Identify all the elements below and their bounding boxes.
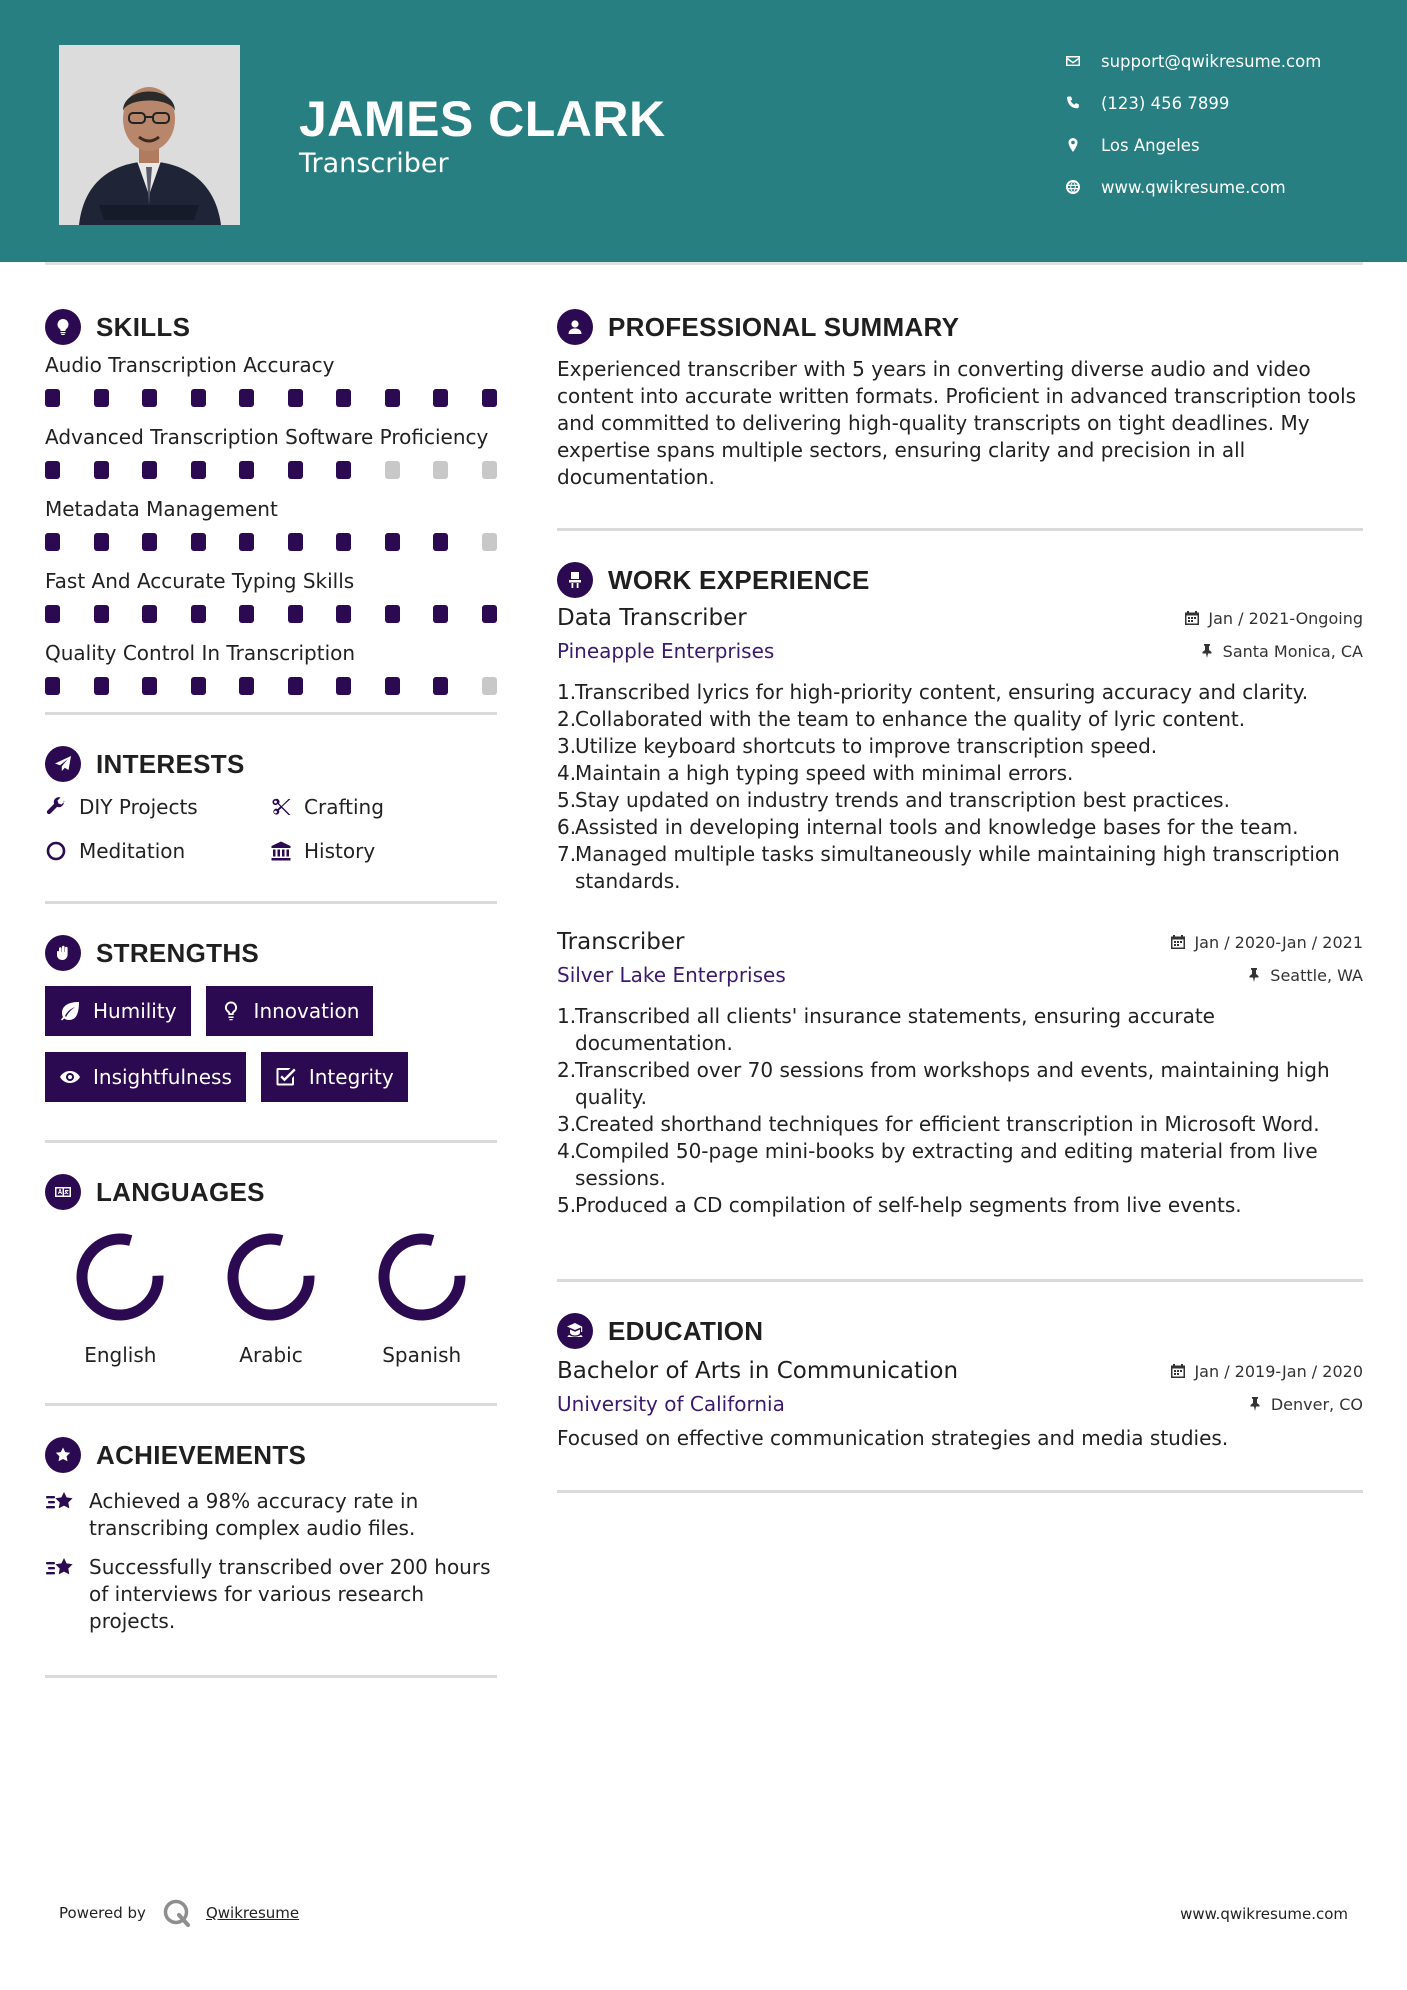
interest-item: Meditation — [45, 837, 270, 865]
rating-dot-filled — [94, 389, 109, 407]
education-heading: EDUCATION — [557, 1310, 1363, 1352]
achievements-heading: ACHIEVEMENTS — [45, 1434, 497, 1476]
section-divider — [45, 712, 497, 715]
rating-dot-filled — [433, 533, 448, 551]
education-entry — [557, 1358, 1363, 1450]
section-divider — [557, 1279, 1363, 1282]
rating-dot-empty — [385, 461, 400, 479]
envelope-icon — [1063, 51, 1083, 71]
job-duty: 2. Collaborated with the team to enhance the quality of lyric content. — [557, 707, 1246, 731]
job-duty: 2. Transcribed over 70 sessions from workshops and events, maintaining high quality. — [557, 1058, 1330, 1109]
rating-dot-filled — [239, 605, 254, 623]
bank-icon — [270, 840, 292, 862]
summary-heading: PROFESSIONAL SUMMARY — [557, 306, 1363, 348]
pushpin-icon — [1199, 643, 1215, 659]
contact-phone[interactable]: (123) 456 7899 — [1063, 82, 1321, 124]
skill-rating — [45, 677, 497, 695]
scissors-icon — [270, 796, 292, 818]
language-item — [346, 1231, 497, 1367]
globe-icon — [1063, 177, 1083, 197]
skills-list — [45, 352, 497, 695]
language-name: Arabic — [239, 1343, 303, 1367]
language-name: Spanish — [382, 1343, 462, 1367]
strengths-heading: STRENGTHS — [45, 932, 497, 974]
rating-dot-filled — [94, 461, 109, 479]
job-duties — [557, 1003, 1363, 1219]
achievements-list — [45, 1488, 497, 1635]
resume-header — [0, 0, 1407, 262]
rating-dot-filled — [239, 389, 254, 407]
language-progress-ring — [225, 1231, 317, 1323]
rating-dot-filled — [45, 677, 60, 695]
company-name: Pineapple Enterprises — [557, 639, 775, 663]
interests-heading: INTERESTS — [45, 743, 497, 785]
eye-icon — [59, 1066, 81, 1088]
contact-location[interactable]: Los Angeles — [1063, 124, 1321, 166]
rating-dot-filled — [385, 533, 400, 551]
pushpin-icon — [1247, 1396, 1263, 1412]
language-level-arc — [81, 1238, 160, 1317]
rating-dot-filled — [433, 677, 448, 695]
job-duty: 1. Transcribed all clients' insurance statements, ensuring accurate documentation. — [557, 1004, 1215, 1055]
section-divider — [45, 1140, 497, 1143]
strengths-list — [45, 986, 497, 1102]
rating-dot-filled — [336, 461, 351, 479]
translate-icon — [45, 1174, 81, 1210]
rating-dot-filled — [142, 605, 157, 623]
rating-dot-filled — [482, 605, 497, 623]
rating-dot-filled — [191, 533, 206, 551]
job-date: Jan / 2020-Jan / 2021 — [1170, 933, 1363, 952]
degree-title: Bachelor of Arts in Communication — [557, 1358, 959, 1384]
rating-dot-empty — [433, 461, 448, 479]
language-item — [196, 1231, 347, 1367]
header-divider — [45, 262, 1363, 265]
rating-dot-empty — [482, 461, 497, 479]
rating-dot-filled — [45, 533, 60, 551]
graduate-icon — [557, 1313, 593, 1349]
rating-dot-filled — [191, 461, 206, 479]
skill-rating — [45, 389, 497, 407]
languages-list — [45, 1231, 497, 1367]
footer-powered-by: Powered by Qwikresume — [59, 1898, 299, 1928]
skill-name: Advanced Transcription Software Proficiency — [45, 425, 489, 449]
section-divider — [45, 1403, 497, 1406]
rating-dot-empty — [482, 533, 497, 551]
job-duty: 7. Managed multiple tasks simultaneously while maintaining high transcription standards. — [557, 842, 1340, 893]
user-icon — [557, 309, 593, 345]
school-name: University of California — [557, 1392, 785, 1416]
job-duty: 5. Stay updated on industry trends and transcription best practices. — [557, 788, 1230, 812]
job-duty: 3. Created shorthand techniques for efficient transcription in Microsoft Word. — [557, 1112, 1320, 1136]
leaf-icon — [59, 1000, 81, 1022]
job-position: Transcriber — [557, 929, 685, 955]
section-divider — [45, 1675, 497, 1678]
job-duty: 4. Compiled 50-page mini-books by extracting and editing material from live sessions. — [557, 1139, 1318, 1190]
rating-dot-filled — [336, 389, 351, 407]
rating-dot-filled — [385, 389, 400, 407]
summary-text: Experienced transcriber with 5 years in converting diverse audio and video content into accurate written formats. Proficient in advanced transcription tools and committed to delivering high-quality transcripts on tight deadlines. My expertise spans multiple sectors, ensuring clarity and precision in all documentation. — [557, 357, 1357, 489]
rating-dot-filled — [45, 605, 60, 623]
candidate-name: JAMES CLARK — [299, 91, 666, 147]
strength-tag: Integrity — [261, 1052, 408, 1102]
qwikresume-link[interactable]: Qwikresume — [205, 1904, 300, 1922]
skill-name: Quality Control In Transcription — [45, 641, 356, 665]
rating-dot-filled — [288, 677, 303, 695]
company-name: Silver Lake Enterprises — [557, 963, 786, 987]
rating-dot-filled — [142, 389, 157, 407]
language-item — [45, 1231, 196, 1367]
rating-dot-filled — [191, 677, 206, 695]
candidate-title: Transcriber — [299, 148, 449, 179]
contact-email[interactable]: support@qwikresume.com — [1063, 40, 1321, 82]
shooting-star-icon — [45, 1556, 77, 1582]
rating-dot-filled — [385, 605, 400, 623]
shooting-star-icon — [45, 1490, 77, 1516]
fist-icon — [45, 935, 81, 971]
skill-rating — [45, 605, 497, 623]
skill-name: Audio Transcription Accuracy — [45, 353, 335, 377]
calendar-icon — [1170, 1363, 1186, 1379]
rating-dot-filled — [45, 389, 60, 407]
map-pin-icon — [1063, 135, 1083, 155]
strength-tag: Insightfulness — [45, 1052, 246, 1102]
contact-website[interactable]: www.qwikresume.com — [1063, 166, 1321, 208]
education-date: Jan / 2019-Jan / 2020 — [1170, 1362, 1363, 1381]
footer-website-link[interactable]: www.qwikresume.com — [1180, 1905, 1348, 1923]
phone-icon — [1063, 93, 1083, 113]
language-level-arc — [232, 1238, 311, 1317]
rating-dot-empty — [482, 677, 497, 695]
job-entry — [557, 929, 1363, 1219]
skill-name: Fast And Accurate Typing Skills — [45, 569, 355, 593]
achievement-item: Achieved a 98% accuracy rate in transcribing complex audio files. — [45, 1488, 497, 1542]
rating-dot-filled — [433, 389, 448, 407]
pushpin-icon — [1246, 967, 1262, 983]
rating-dot-filled — [336, 605, 351, 623]
language-progress-ring — [376, 1231, 468, 1323]
rating-dot-filled — [45, 461, 60, 479]
strength-tag: Innovation — [206, 986, 374, 1036]
interest-item: History — [270, 837, 495, 865]
wrench-icon — [45, 796, 67, 818]
rating-dot-filled — [94, 605, 109, 623]
job-duty: 4. Maintain a high typing speed with minimal errors. — [557, 761, 1074, 785]
rating-dot-filled — [94, 533, 109, 551]
experience-list — [557, 605, 1363, 1219]
lightbulb-icon — [220, 1000, 242, 1022]
job-duty: 5. Produced a CD compilation of self-help segments from live events. — [557, 1193, 1242, 1217]
education-description: Focused on effective communication strategies and media studies. — [557, 1426, 1229, 1450]
job-duties — [557, 679, 1363, 895]
rating-dot-filled — [191, 605, 206, 623]
job-entry — [557, 605, 1363, 895]
strength-tag: Humility — [45, 986, 191, 1036]
language-level-arc — [382, 1238, 461, 1317]
rating-dot-filled — [191, 389, 206, 407]
rating-dot-filled — [385, 677, 400, 695]
job-duty: 1. Transcribed lyrics for high-priority content, ensuring accuracy and clarity. — [557, 680, 1309, 704]
contact-list — [1063, 40, 1321, 208]
skill-name: Metadata Management — [45, 497, 278, 521]
rating-dot-filled — [288, 389, 303, 407]
rating-dot-filled — [288, 533, 303, 551]
section-divider — [557, 528, 1363, 531]
job-date: Jan / 2021-Ongoing — [1184, 609, 1363, 628]
education-location: Denver, CO — [1247, 1395, 1363, 1414]
rating-dot-filled — [336, 533, 351, 551]
interest-item: Crafting — [270, 793, 495, 821]
person-photo-icon — [59, 45, 240, 225]
section-divider — [45, 901, 497, 904]
rating-dot-filled — [94, 677, 109, 695]
rating-dot-filled — [482, 389, 497, 407]
qwikresume-logo-icon — [162, 1898, 192, 1928]
skills-heading: SKILLS — [45, 306, 497, 348]
skill-rating — [45, 533, 497, 551]
chair-icon — [557, 562, 593, 598]
rating-dot-filled — [433, 605, 448, 623]
circle-icon — [45, 840, 67, 862]
job-location: Santa Monica, CA — [1199, 642, 1363, 661]
language-progress-ring — [74, 1231, 166, 1323]
section-divider — [557, 1490, 1363, 1493]
interest-item: DIY Projects — [45, 793, 270, 821]
left-column — [45, 306, 497, 1678]
job-duty: 3. Utilize keyboard shortcuts to improve transcription speed. — [557, 734, 1158, 758]
rating-dot-filled — [288, 461, 303, 479]
interests-list — [45, 793, 497, 865]
calendar-icon — [1184, 610, 1200, 626]
calendar-icon — [1170, 934, 1186, 950]
experience-heading: WORK EXPERIENCE — [557, 559, 1363, 601]
rating-dot-filled — [336, 677, 351, 695]
rating-dot-filled — [142, 533, 157, 551]
check-square-icon — [275, 1066, 297, 1088]
language-name: English — [84, 1343, 157, 1367]
rating-dot-filled — [142, 461, 157, 479]
profile-photo — [59, 45, 240, 225]
lightbulb-icon — [45, 309, 81, 345]
right-column — [557, 306, 1363, 1493]
rating-dot-filled — [239, 461, 254, 479]
rating-dot-filled — [239, 677, 254, 695]
achievement-item: Successfully transcribed over 200 hours of interviews for various research projects. — [45, 1554, 497, 1635]
paper-plane-icon — [45, 746, 81, 782]
job-duty: 6. Assisted in developing internal tools and knowledge bases for the team. — [557, 815, 1299, 839]
rating-dot-filled — [239, 533, 254, 551]
skill-rating — [45, 461, 497, 479]
rating-dot-filled — [142, 677, 157, 695]
star-badge-icon — [45, 1437, 81, 1473]
rating-dot-filled — [288, 605, 303, 623]
languages-heading: LANGUAGES — [45, 1171, 497, 1213]
job-position: Data Transcriber — [557, 605, 747, 631]
job-location: Seattle, WA — [1246, 966, 1363, 985]
